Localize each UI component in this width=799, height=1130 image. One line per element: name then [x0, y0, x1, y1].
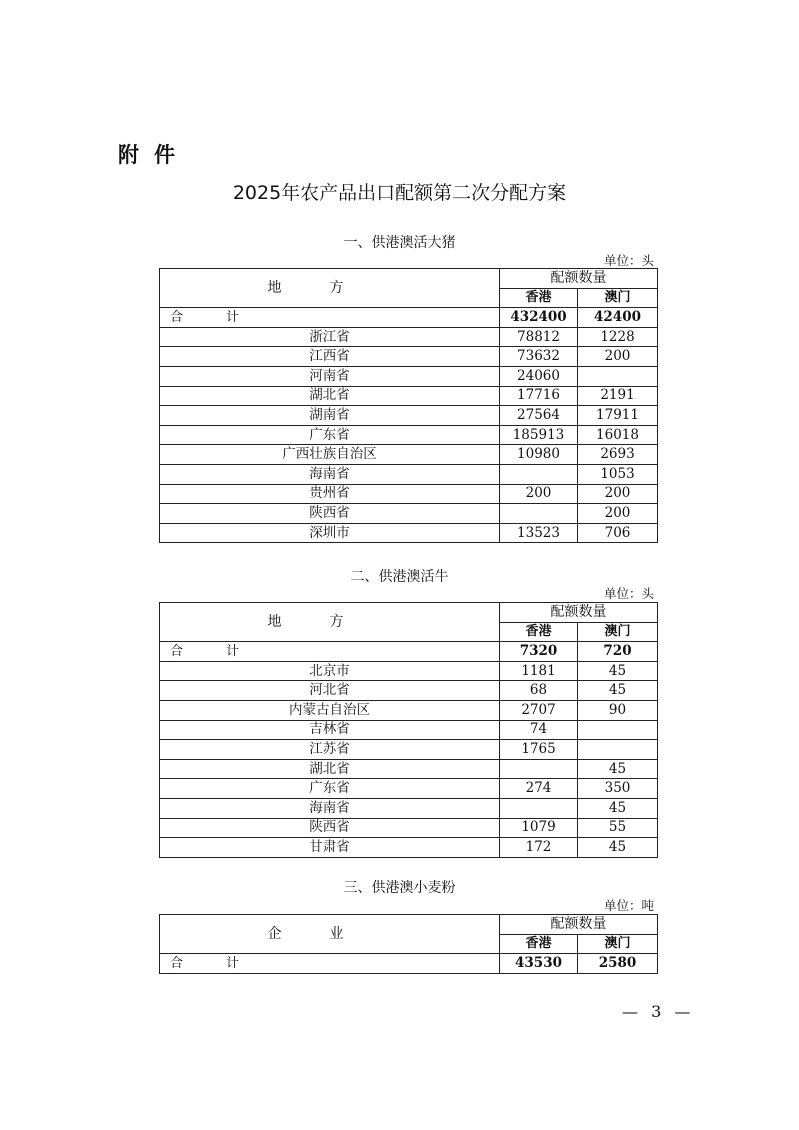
section-title-flour: 三、供港澳小麦粉 — [343, 880, 456, 896]
mo-cell: 45 — [578, 798, 658, 818]
hk-cell: 74 — [500, 720, 578, 740]
table-row — [160, 425, 658, 445]
region-cell: 陕西省 — [160, 504, 500, 524]
table-row — [160, 347, 658, 367]
table-row — [160, 700, 658, 720]
total-mo: 42400 — [578, 308, 658, 328]
column-header-quota: 配额数量 — [500, 915, 658, 935]
region-cell: 湖北省 — [160, 386, 500, 406]
region-cell: 海南省 — [160, 464, 500, 484]
table-row — [160, 798, 658, 818]
hk-cell: 1181 — [500, 661, 578, 681]
mo-cell: 1228 — [578, 327, 658, 347]
region-cell: 深圳市 — [160, 523, 500, 543]
total-row — [160, 642, 658, 662]
mo-cell — [578, 366, 658, 386]
hk-cell: 172 — [500, 838, 578, 858]
hk-cell — [500, 464, 578, 484]
table-row — [160, 366, 658, 386]
table-row — [160, 681, 658, 701]
table-row — [160, 327, 658, 347]
table-row — [160, 406, 658, 426]
region-cell: 甘肃省 — [160, 838, 500, 858]
mo-cell — [578, 740, 658, 760]
total-label: 合 计 — [160, 954, 500, 974]
region-cell: 广西壮族自治区 — [160, 445, 500, 465]
region-cell: 贵州省 — [160, 484, 500, 504]
table-row — [160, 504, 658, 524]
table-flour — [159, 914, 658, 974]
table-row — [160, 720, 658, 740]
mo-cell: 45 — [578, 838, 658, 858]
table-row — [160, 661, 658, 681]
mo-cell: 45 — [578, 661, 658, 681]
mo-cell: 200 — [578, 504, 658, 524]
total-row — [160, 308, 658, 328]
section-title-pigs: 一、供港澳活大猪 — [343, 235, 456, 251]
column-header-region: 地方 — [160, 603, 500, 642]
hk-cell: 17716 — [500, 386, 578, 406]
hk-cell: 1765 — [500, 740, 578, 760]
table-pigs — [159, 268, 658, 543]
region-cell: 广东省 — [160, 425, 500, 445]
mo-cell: 17911 — [578, 406, 658, 426]
mo-cell: 55 — [578, 818, 658, 838]
region-cell: 湖北省 — [160, 759, 500, 779]
column-header-mo: 澳门 — [578, 622, 658, 642]
region-cell: 陕西省 — [160, 818, 500, 838]
table-row — [160, 484, 658, 504]
column-header-region: 地方 — [160, 269, 500, 308]
mo-cell: 200 — [578, 347, 658, 367]
table-row — [160, 759, 658, 779]
mo-cell: 1053 — [578, 464, 658, 484]
table-cattle — [159, 602, 658, 858]
hk-cell: 200 — [500, 484, 578, 504]
hk-cell: 185913 — [500, 425, 578, 445]
mo-cell: 2191 — [578, 386, 658, 406]
mo-cell: 350 — [578, 779, 658, 799]
mo-cell: 90 — [578, 700, 658, 720]
column-header-mo: 澳门 — [578, 934, 658, 954]
mo-cell: 16018 — [578, 425, 658, 445]
unit-label-cattle: 单位：头 — [603, 586, 654, 601]
table-row — [160, 445, 658, 465]
unit-label-flour: 单位：吨 — [603, 898, 654, 913]
hk-cell — [500, 759, 578, 779]
hk-cell — [500, 504, 578, 524]
hk-cell: 27564 — [500, 406, 578, 426]
region-cell: 广东省 — [160, 779, 500, 799]
region-cell: 吉林省 — [160, 720, 500, 740]
column-header-mo: 澳门 — [578, 288, 658, 308]
table-row — [160, 464, 658, 484]
region-cell: 江苏省 — [160, 740, 500, 760]
total-mo: 720 — [578, 642, 658, 662]
hk-cell: 73632 — [500, 347, 578, 367]
total-mo: 2580 — [578, 954, 658, 974]
hk-cell: 13523 — [500, 523, 578, 543]
column-header-hk: 香港 — [500, 622, 578, 642]
region-cell: 江西省 — [160, 347, 500, 367]
attachment-label: 附件 — [118, 143, 190, 167]
table-row — [160, 386, 658, 406]
mo-cell: 45 — [578, 759, 658, 779]
table-row — [160, 740, 658, 760]
region-cell: 湖南省 — [160, 406, 500, 426]
mo-cell: 706 — [578, 523, 658, 543]
hk-cell: 68 — [500, 681, 578, 701]
region-cell: 海南省 — [160, 798, 500, 818]
total-label: 合 计 — [160, 642, 500, 662]
total-row — [160, 954, 658, 974]
column-header-quota: 配额数量 — [500, 603, 658, 623]
hk-cell: 274 — [500, 779, 578, 799]
hk-cell: 10980 — [500, 445, 578, 465]
hk-cell: 78812 — [500, 327, 578, 347]
table-row — [160, 838, 658, 858]
mo-cell — [578, 720, 658, 740]
page-title: 2025年农产品出口配额第二次分配方案 — [232, 182, 567, 204]
hk-cell — [500, 798, 578, 818]
table-row — [160, 523, 658, 543]
total-hk: 43530 — [500, 954, 578, 974]
total-hk: 432400 — [500, 308, 578, 328]
mo-cell: 45 — [578, 681, 658, 701]
region-cell: 浙江省 — [160, 327, 500, 347]
column-header-hk: 香港 — [500, 288, 578, 308]
total-label: 合 计 — [160, 308, 500, 328]
region-cell: 内蒙古自治区 — [160, 700, 500, 720]
column-header-quota: 配额数量 — [500, 269, 658, 289]
hk-cell: 2707 — [500, 700, 578, 720]
hk-cell: 24060 — [500, 366, 578, 386]
mo-cell: 200 — [578, 484, 658, 504]
region-cell: 河南省 — [160, 366, 500, 386]
region-cell: 河北省 — [160, 681, 500, 701]
page-number: — 3 — — [622, 1002, 695, 1021]
region-cell: 北京市 — [160, 661, 500, 681]
table-row — [160, 779, 658, 799]
total-hk: 7320 — [500, 642, 578, 662]
section-title-cattle: 二、供港澳活牛 — [350, 569, 449, 585]
column-header-enterprise: 企业 — [160, 915, 500, 954]
mo-cell: 2693 — [578, 445, 658, 465]
unit-label-pigs: 单位：头 — [603, 253, 654, 268]
table-row — [160, 818, 658, 838]
column-header-hk: 香港 — [500, 934, 578, 954]
hk-cell: 1079 — [500, 818, 578, 838]
